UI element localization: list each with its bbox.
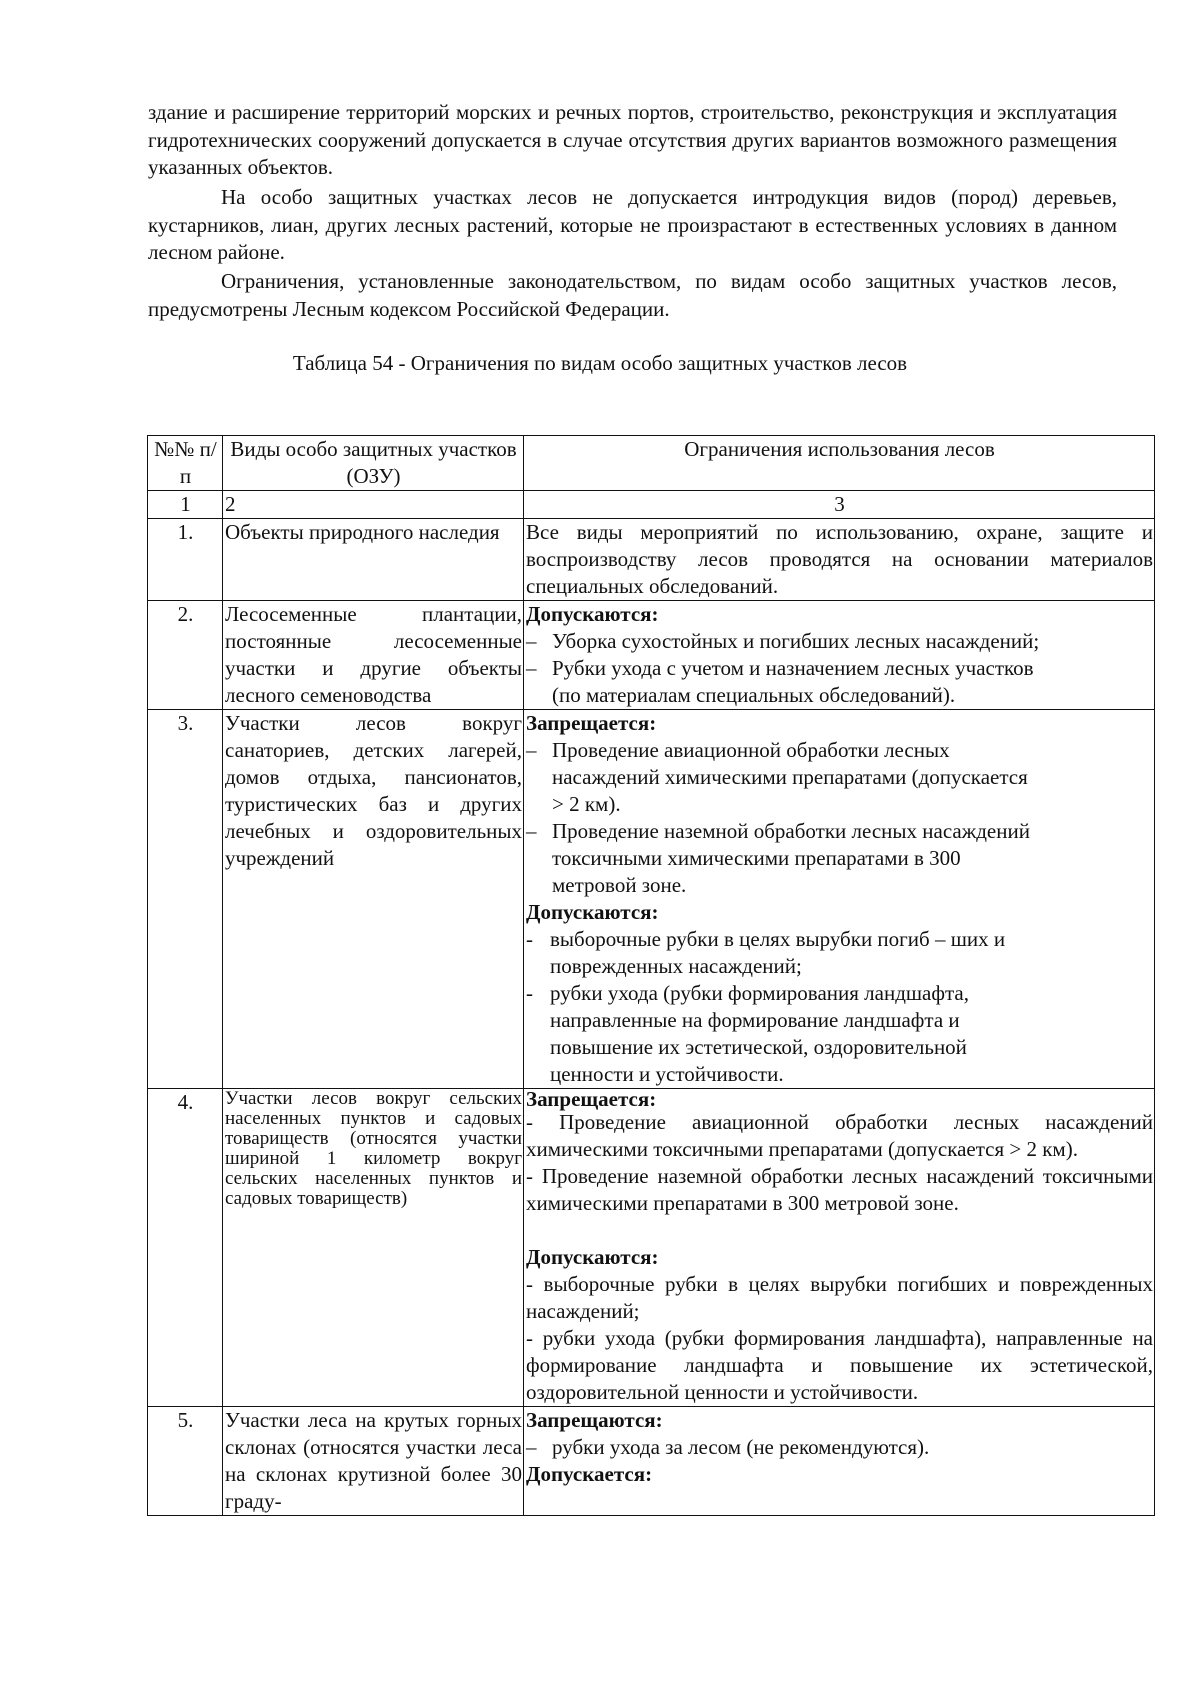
list-item: - рубки ухода (рубки формирования ландшафта, направленные на формирование ландшафта и повышение их эстетической, оздоровительной ценности и устойчивости. — [526, 980, 1043, 1088]
paragraph-ports: здание и расширение территорий морских и речных портов, строительство, реконструкция и эксплуатация гидротехнических сооружений допускается в случае отсутствия других вариантов возможного размещения указанных объектов. — [148, 100, 1117, 179]
prohibited-list — [526, 1434, 1153, 1461]
row-restrictions — [524, 1089, 1155, 1407]
row-restrictions — [524, 710, 1155, 1089]
row-number: 3. — [148, 710, 223, 1089]
list-item: - Проведение наземной обработки лесных насаждений токсичными химическими препаратами в 300 метровой зоне. — [526, 1163, 1153, 1217]
list-item: – Рубки ухода с учетом и назначением лесных участков (по материалам специальных обследований). — [526, 655, 1153, 709]
prohibited-list — [526, 1109, 1153, 1217]
list-item: – Проведение наземной обработки лесных насаждений токсичными химическими препаратами в 300 метровой зоне. — [526, 818, 1043, 899]
list-item: – Уборка сухостойных и погибших лесных насаждений; — [526, 628, 1153, 655]
table-row — [148, 601, 1155, 710]
row-number: 1. — [148, 519, 223, 601]
row-restrictions — [524, 601, 1155, 710]
row-number: 5. — [148, 1407, 223, 1516]
header-kind: Виды особо защитных участков (ОЗУ) — [223, 436, 524, 491]
allowed-list — [526, 1271, 1153, 1406]
list-item: - рубки ухода (рубки формирования ландшафта), направленные на формирование ландшафта и повышение их эстетической, оздоровительной ценности и устойчивости. — [526, 1325, 1153, 1406]
row-kind: Участки лесов вокруг санаториев, детских лагерей, домов отдыха, пансионатов, туристических баз и других лечебных и оздоровительных учреждений — [223, 710, 524, 1089]
allowed-list — [526, 628, 1153, 709]
list-item: - выборочные рубки в целях вырубки погиб – ших и поврежденных насаждений; — [526, 926, 1043, 980]
table-index-row — [148, 491, 1155, 519]
row-kind: Участки леса на крутых горных склонах (относятся участки леса на склонах крутизной более 30 граду- — [223, 1407, 524, 1516]
paragraph-restrictions: Ограничения, установленные законодательством, по видам особо защитных участков лесов, предусмотрены Лесным кодексом Российской Федерации. — [148, 269, 1117, 321]
row-kind: Участки лесов вокруг сельских населенных пунктов и садовых товариществ (относятся участки шириной 1 километр вокруг сельских населенных пунктов и садовых товариществ) — [223, 1089, 524, 1407]
row-kind: Объекты природного наследия — [223, 519, 524, 601]
table-row — [148, 1089, 1155, 1407]
table-header-row — [148, 436, 1155, 491]
row-restrictions — [524, 1407, 1155, 1516]
table-caption: Таблица 54 - Ограничения по видам особо защитных участков лесов — [292, 351, 908, 375]
allowed-heading: Допускаются: — [526, 602, 659, 626]
prohibited-heading: Запрещаются: — [526, 1408, 663, 1432]
list-item: – рубки ухода за лесом (не рекомендуются). — [526, 1434, 1153, 1461]
header-restrictions: Ограничения использования лесов — [524, 436, 1155, 491]
list-item: – Проведение авиационной обработки лесных насаждений химическими препаратами (допускается > 2 км). — [526, 737, 1043, 818]
index-cell: 1 — [148, 491, 223, 519]
row-kind: Лесосеменные плантации, постоянные лесосеменные участки и другие объекты лесного семеноводства — [223, 601, 524, 710]
row-number: 2. — [148, 601, 223, 710]
paragraph-introduction: На особо защитных участках лесов не допускается интродукция видов (пород) деревьев, кустарников, лиан, других лесных растений, которые не произрастают в естественных условиях в данном лесном районе. — [148, 185, 1117, 264]
row-restriction-text: Все виды мероприятий по использованию, охране, защите и воспроизводству лесов проводятся на основании материалов специальных обследований. — [524, 519, 1155, 601]
table-row — [148, 1407, 1155, 1516]
allowed-heading: Допускается: — [526, 1462, 653, 1486]
prohibited-heading: Запрещается: — [526, 711, 657, 735]
index-cell: 3 — [524, 491, 1155, 519]
prohibited-list — [526, 737, 1153, 899]
restrictions-table — [147, 435, 1155, 1516]
list-item: - Проведение авиационной обработки лесных насаждений химическими токсичными препаратами (допускается > 2 км). — [526, 1109, 1153, 1163]
allowed-heading: Допускаются: — [526, 900, 659, 924]
index-cell: 2 — [223, 491, 524, 519]
prohibited-heading: Запрещается: — [526, 1087, 657, 1111]
row-number: 4. — [148, 1089, 223, 1407]
header-number: №№ п/п — [148, 436, 223, 491]
list-item: - выборочные рубки в целях вырубки погибших и поврежденных насаждений; — [526, 1271, 1153, 1325]
allowed-list — [526, 926, 1153, 1088]
table-row — [148, 519, 1155, 601]
table-row — [148, 710, 1155, 1089]
allowed-heading: Допускаются: — [526, 1245, 659, 1269]
